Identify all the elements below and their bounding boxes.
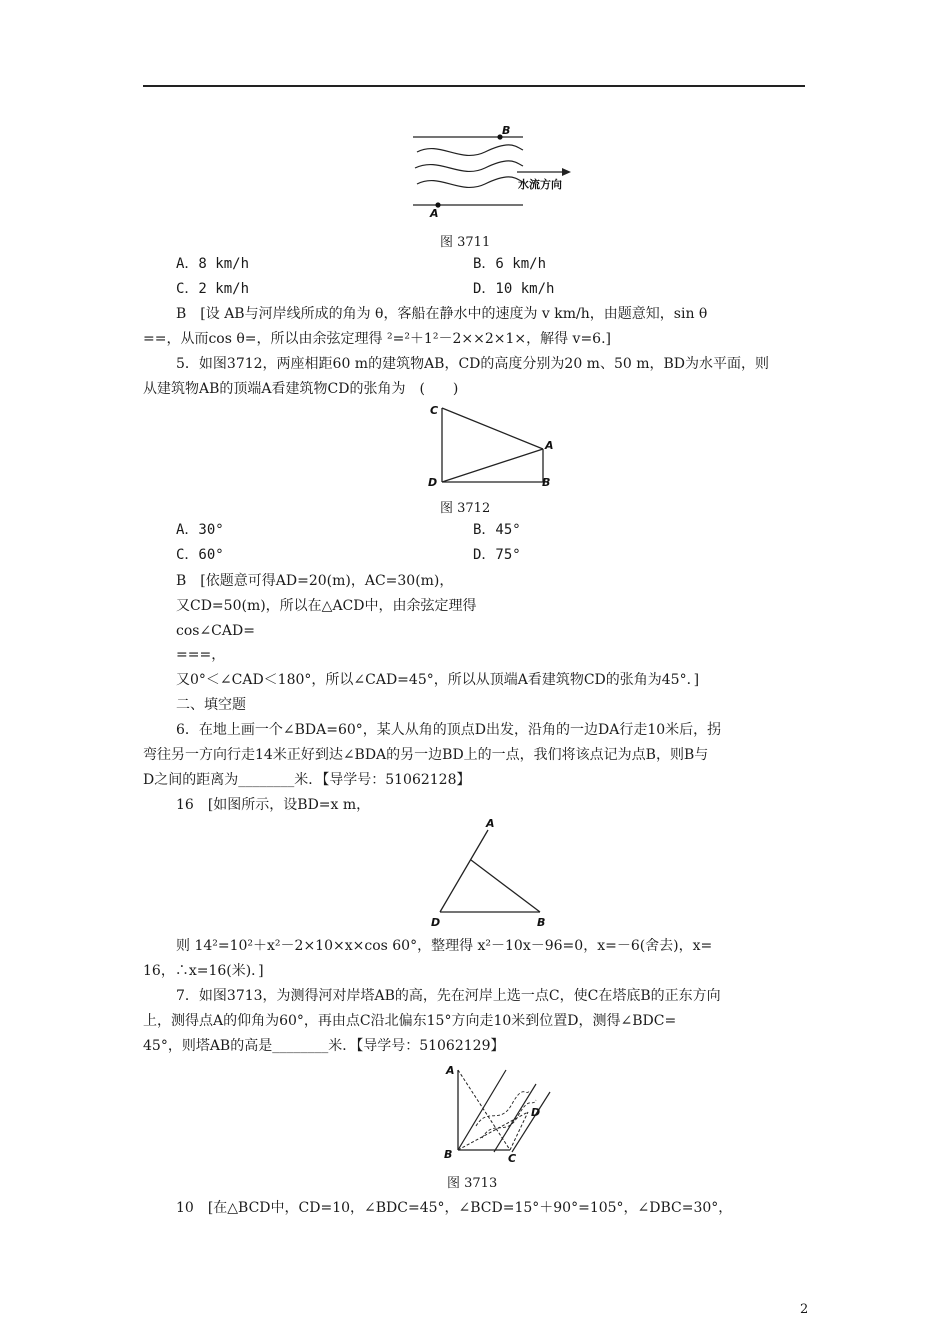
question-stem: D之间的距离为________米．【导学号：51062128】	[143, 772, 471, 788]
option-c: C．60°	[176, 547, 224, 563]
river-bank	[512, 1092, 550, 1152]
page-number: 2	[800, 1302, 809, 1317]
figure-triangle-dab	[428, 818, 553, 930]
wave-line	[417, 145, 523, 156]
answer-line: 又0°＜∠CAD＜180°，所以∠CAD=45°，所以从顶端A看建筑物CD的张角为45°．]	[176, 672, 700, 688]
label-b: B	[542, 476, 551, 489]
label-c: C	[430, 404, 439, 417]
segment-ca	[442, 408, 543, 449]
figure-caption: 图 3711	[440, 235, 491, 250]
river-bank	[494, 1084, 536, 1152]
figure-caption: 图 3713	[447, 1176, 498, 1191]
answer-line: 则 14²=10²＋x²－2×10×x×cos 60°，整理得 x²－10x－96=0，x=－6(舍去)，x=	[176, 938, 713, 954]
label-d: D	[428, 476, 438, 489]
label-a: A	[446, 1064, 455, 1077]
answer-line: 16，∴x=16(米)．]	[143, 963, 264, 979]
answer-line: 10 [在△BCD中，CD=10，∠BDC=45°，∠BCD=15°＋90°=105°，∠DBC=30°，	[176, 1200, 733, 1216]
segment-da	[442, 449, 543, 482]
answer-line: 又CD=50(m)，所以在△ACD中，由余弦定理得	[176, 598, 477, 614]
figure-3713-tower	[438, 1062, 553, 1170]
figure-3712-buildings	[425, 400, 560, 492]
option-b: B．6 km/h	[473, 256, 547, 272]
label-b: B	[537, 916, 546, 929]
answer-line: ===，	[176, 647, 226, 663]
option-a: A．8 km/h	[176, 256, 250, 272]
option-b: B．45°	[473, 522, 521, 538]
header-rule	[143, 85, 805, 87]
question-stem: 上，测得点A的仰角为60°，再由点C沿北偏东15°方向走10米到位置D，测得∠BDC=	[143, 1013, 677, 1029]
answer-line: ==，从而cos θ=，所以由余弦定理得 ²=²＋1²－2××2×1×，解得 v=6.]	[143, 331, 612, 347]
question-stem: 45°，则塔AB的高是________米．【导学号：51062129】	[143, 1038, 505, 1054]
segment-da	[440, 830, 488, 912]
label-a: A	[486, 817, 495, 830]
label-c: C	[508, 1152, 517, 1165]
answer-line: cos∠CAD=	[176, 623, 255, 639]
segment-b-to-da	[471, 860, 540, 912]
label-a: A	[430, 207, 439, 220]
answer-line: 16 [如图所示，设BD=x m，	[176, 797, 371, 813]
flow-direction-label: 水流方向	[518, 178, 562, 191]
option-a: A．30°	[176, 522, 224, 538]
answer-line: B [设 AB与河岸线所成的角为 θ，客船在静水中的速度为 v km/h，由题意知，sin θ	[176, 306, 708, 322]
water-wave	[476, 1090, 530, 1126]
label-d: D	[531, 1106, 541, 1119]
figure-3711-river	[405, 122, 585, 218]
wave-line	[417, 177, 523, 188]
wave-line	[415, 161, 523, 172]
question-stem: 弯往另一方向行走14米正好到达∠BDA的另一边BD上的一点，我们将该点记为点B，则B与	[143, 747, 709, 763]
flow-arrowhead	[562, 168, 571, 176]
option-d: D．75°	[473, 547, 521, 563]
label-b: B	[444, 1148, 453, 1161]
answer-line: B [依题意可得AD=20(m)，AC=30(m)，	[176, 573, 454, 589]
figure-caption: 图 3712	[440, 501, 491, 516]
label-b: B	[502, 124, 511, 137]
label-d: D	[431, 916, 441, 929]
label-a: A	[545, 439, 554, 452]
option-c: C．2 km/h	[176, 281, 250, 297]
section-heading: 二、填空题	[176, 697, 246, 713]
question-stem: 从建筑物AB的顶端A看建筑物CD的张角为 ( )	[143, 381, 459, 397]
option-d: D．10 km/h	[473, 281, 555, 297]
question-stem: 5．如图3712，两座相距60 m的建筑物AB，CD的高度分别为20 m、50 m，BD为水平面，则	[176, 356, 770, 372]
question-stem: 6．在地上画一个∠BDA=60°，某人从角的顶点D出发，沿角的一边DA行走10米后，拐	[176, 722, 722, 738]
question-stem: 7．如图3713，为测得河对岸塔AB的高，先在河岸上选一点C，使C在塔底B的正东方向	[176, 988, 721, 1004]
